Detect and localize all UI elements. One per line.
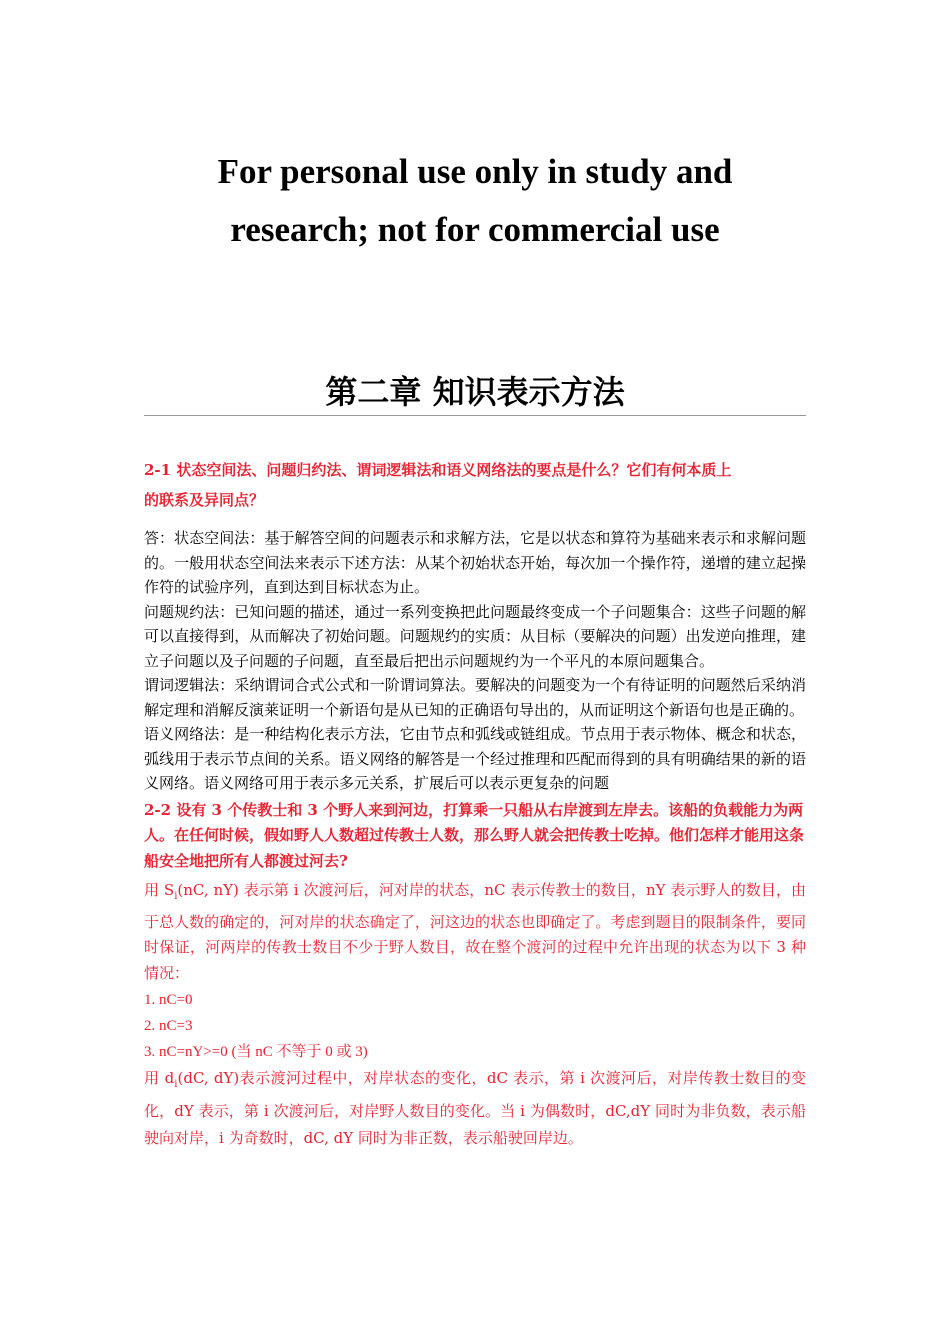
disclaimer-line-2: research; not for commercial use (230, 210, 720, 249)
state-def-prefix: 用 S (144, 881, 175, 899)
answer-state-space: 答：状态空间法：基于解答空间的问题表示和求解方法，它是以状态和算符为基础来表示和求解问题的。一般用状态空间法来表示下述方法：从某个初始状态开始，每次加一个操作符，递增的建立起操作符的试验序列，直到达到目标状态为止。 (144, 529, 806, 596)
state-def-text: (nC, nY) 表示第 i 次渡河后，河对岸的状态，nC 表示传教士的数目，nY 表示野人的数目，由于总人数的确定的，河对岸的状态确定了，河这边的状态也即确定了。考虑到题目的限制条件，要同时保证，河两岸的传教士数目不少于野人数目，故在整个渡河的过程中允许出现的状态为以下 3 种情况： (144, 881, 807, 982)
question-2-1-line-1: 2-1 状态空间法、问题归约法、谓词逻辑法和语义网络法的要点是什么？它们有何本质上 (144, 461, 732, 479)
chapter-title: 第二章 知识表示方法 (144, 372, 806, 416)
change-def-subscript: i (174, 1079, 178, 1090)
answer-semantic-network: 语义网络法：是一种结构化表示方法，它由节点和弧线或链组成。节点用于表示物体、概念和状态，弧线用于表示节点间的关系。语义网络的解答是一个经过推理和匹配而得到的具有明确结果的新的语义网络。语义网络可用于表示多元关系，扩展后可以表示更复杂的问题 (144, 725, 806, 792)
disclaimer-line-1: For personal use only in study and (217, 152, 733, 191)
state-def-subscript: i (174, 891, 178, 902)
change-def-text: (dC, dY)表示渡河过程中，对岸状态的变化，dC 表示，第 i 次渡河后，对岸传教士数目的变化，dY 表示，第 i 次渡河后，对岸野人数目的变化。当 i 为偶数时，dC,dY 同时为非负数，表示船驶向对岸，i 为奇数时，dC, dY 同时为非正数，表示船驶回岸边。 (144, 1069, 806, 1147)
answer-change-definition (144, 1065, 806, 1152)
change-def-prefix: 用 d (144, 1069, 175, 1087)
question-2-2-title: 2-2 设有 3 个传教士和 3 个野人来到河边，打算乘一只船从右岸渡到左岸去。该船的负载能力为两人。在任何时候，假如野人人数超过传教士人数，那么野人就会把传教士吃掉。他们怎样才能用这条船安全地把所有人都渡过河去? (144, 800, 805, 870)
list-item: 3. nC=nY>=0 (当 nC 不等于 0 或 3) (144, 1044, 368, 1060)
allowed-states-list (144, 987, 806, 1065)
question-2-1-line-2: 的联系及异同点？ (144, 491, 265, 509)
question-2-1-title (144, 456, 806, 514)
answer-state-definition (144, 878, 806, 986)
list-item: 2. nC=3 (144, 1018, 193, 1034)
list-item: 1. nC=0 (144, 992, 193, 1008)
content-body (144, 456, 806, 1152)
answer-predicate-logic: 谓词逻辑法：采纳谓词合式公式和一阶谓词算法。要解决的问题变为一个有待证明的问题然后采纳消解定理和消解反演莱证明一个新语句是从已知的正确语句导出的，从而证明这个新语句也是正确的。 (144, 676, 806, 719)
answer-problem-reduction: 问题规约法：已知问题的描述，通过一系列变换把此问题最终变成一个子问题集合：这些子问题的解可以直接得到，从而解决了初始问题。问题规约的实质：从目标（要解决的问题）出发逆向推理，建立子问题以及子问题的子问题，直至最后把出示问题规约为一个平凡的本原问题集合。 (144, 602, 806, 670)
